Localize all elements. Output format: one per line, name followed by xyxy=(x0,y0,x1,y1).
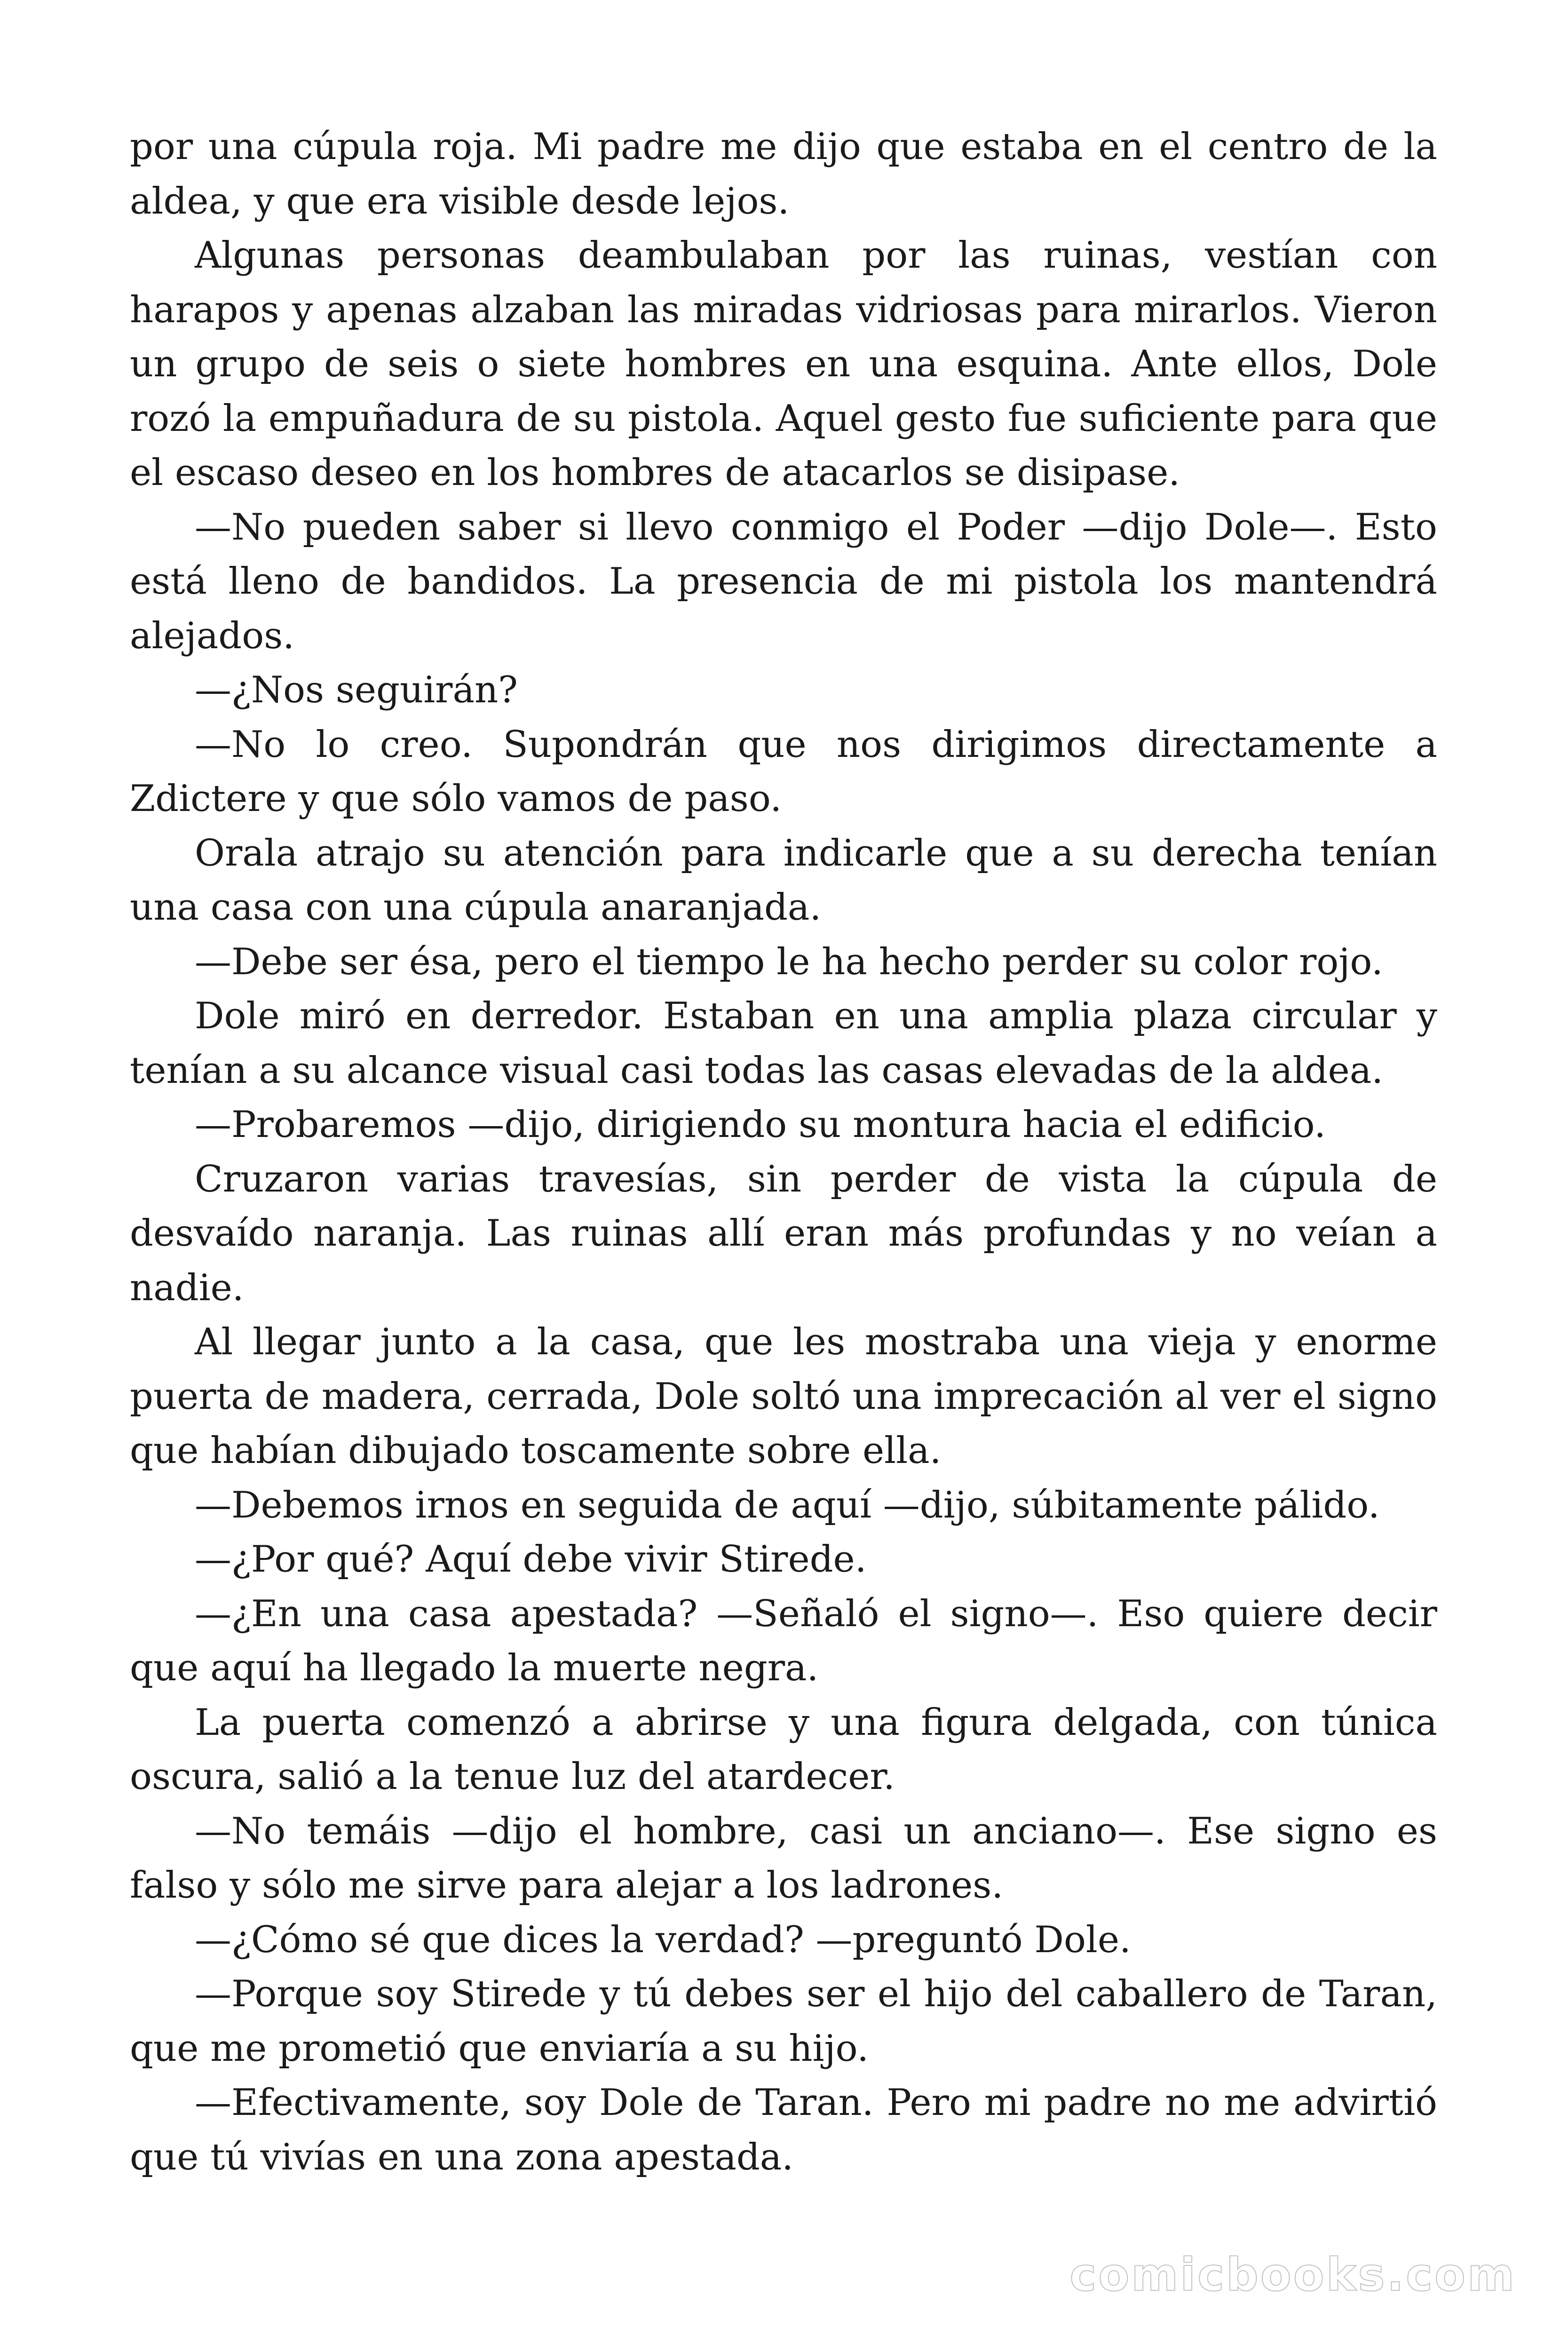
paragraph: Cruzaron varias travesías, sin perder de vista la cúpula de desvaído naranja. Las ruinas allí eran más profundas y no veían a nadie. xyxy=(130,1158,1437,1309)
paragraph: —Debemos irnos en seguida de aquí —dijo, súbitamente pálido. xyxy=(195,1484,1380,1526)
paragraph: —Probaremos —dijo, dirigiendo su montura hacia el edificio. xyxy=(195,1104,1326,1146)
paragraph: Al llegar junto a la casa, que les mostraba una vieja y enorme puerta de madera, cerrada, Dole soltó una imprecación al ver el signo que habían dibujado toscamente sobre ella. xyxy=(130,1321,1437,1472)
paragraph: Dole miró en derredor. Estaban en una amplia plaza circular y tenían a su alcance visual casi todas las casas elevadas de la aldea. xyxy=(130,995,1437,1092)
paragraph: —No temáis —dijo el hombre, casi un anciano—. Ese signo es falso y sólo me sirve para alejar a los ladrones. xyxy=(130,1810,1437,1907)
paragraph: —Efectivamente, soy Dole de Taran. Pero mi padre no me advirtió que tú vivías en una zona apestada. xyxy=(130,2082,1437,2178)
paragraph: —Porque soy Stirede y tú debes ser el hijo del caballero de Taran, que me prometió que enviaría a su hijo. xyxy=(130,1973,1437,2070)
paragraph: —¿Por qué? Aquí debe vivir Stirede. xyxy=(195,1538,867,1581)
paragraph: —¿Cómo sé que dices la verdad? —preguntó Dole. xyxy=(195,1918,1131,1961)
paragraph: Algunas personas deambulaban por las ruinas, vestían con harapos y apenas alzaban las miradas vidriosas para mirarlos. Vieron un grupo de seis o siete hombres en una esquina. Ante ellos, Dole rozó la empuñadura de su pistola. Aquel gesto fue suficiente para que el escaso deseo en los hombres de atacarlos se disipase. xyxy=(130,234,1437,494)
watermark: comicbooks.com xyxy=(1069,2249,1516,2301)
paragraph: —¿Nos seguirán? xyxy=(195,669,518,711)
paragraph: Orala atrajo su atención para indicarle que a su derecha tenían una casa con una cúpula anaranjada. xyxy=(130,832,1437,929)
paragraph: —¿En una casa apestada? —Señaló el signo—. Eso quiere decir que aquí ha llegado la muerte negra. xyxy=(130,1592,1437,1689)
paragraph: —No pueden saber si llevo conmigo el Poder —dijo Dole—. Esto está lleno de bandidos. La presencia de mi pistola los mantendrá alejados. xyxy=(130,506,1437,657)
paragraph: por una cúpula roja. Mi padre me dijo que estaba en el centro de la aldea, y que era visible desde lejos. xyxy=(130,126,1437,222)
paragraph: La puerta comenzó a abrirse y una figura delgada, con túnica oscura, salió a la tenue luz del atardecer. xyxy=(130,1701,1437,1798)
paragraph: —Debe ser ésa, pero el tiempo le ha hecho perder su color rojo. xyxy=(195,940,1383,983)
body-text xyxy=(130,120,1437,2185)
paragraph: —No lo creo. Supondrán que nos dirigimos directamente a Zdictere y que sólo vamos de paso. xyxy=(130,723,1437,820)
